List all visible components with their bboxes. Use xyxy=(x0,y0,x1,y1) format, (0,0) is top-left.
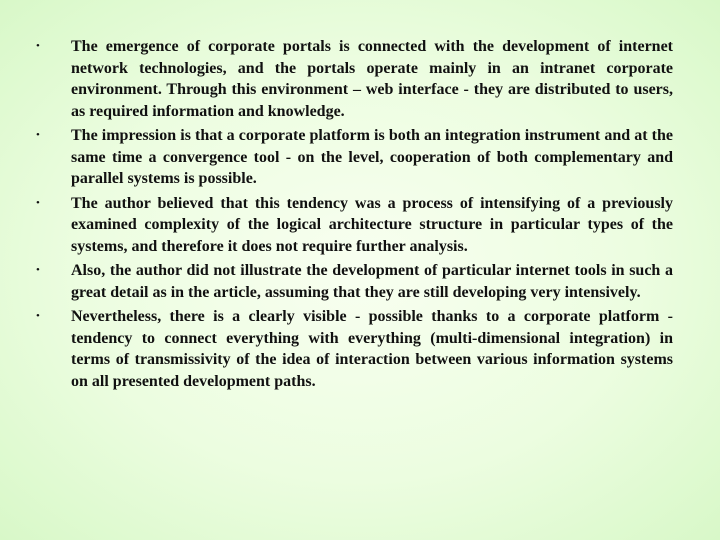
bullet-text: Nevertheless, there is a clearly visible - possible thanks to a corporate platform - tendency to connect everything with everything (multi-dimensional integration) in terms of transmissivity of the idea of interaction between various information systems on all presented development paths. xyxy=(71,308,673,390)
bullet-text: Also, the author did not illustrate the development of particular internet tools in such a great detail as in the article, assuming that they are still developing very intensively. xyxy=(71,262,673,301)
bullet-item xyxy=(36,36,673,122)
bullet-item xyxy=(36,306,673,392)
bullet-dot-icon: • xyxy=(36,310,40,322)
bullet-dot-icon: • xyxy=(36,196,40,209)
bullet-text: The author believed that this tendency was a process of intensifying of a previously examined complexity of the logical architecture structure in particular types of the systems, and therefore it does not require further analysis. xyxy=(71,194,673,255)
bullet-list xyxy=(36,36,673,395)
bullet-text: The impression is that a corporate platform is both an integration instrument and at the same time a convergence tool - on the level, cooperation of both complementary and parallel systems is possible. xyxy=(71,127,673,187)
bullet-dot-icon: • xyxy=(36,264,40,276)
bullet-text: The emergence of corporate portals is connected with the development of internet network technologies, and the portals operate mainly in an intranet corporate environment. Through this environment – web interface - they are distributed to users, as required information and knowledge. xyxy=(71,38,673,120)
bullet-item xyxy=(36,125,673,190)
bullet-dot-icon: • xyxy=(36,40,40,52)
bullet-dot-icon: • xyxy=(36,129,40,141)
bullet-item xyxy=(36,193,673,258)
bullet-item xyxy=(36,260,673,303)
